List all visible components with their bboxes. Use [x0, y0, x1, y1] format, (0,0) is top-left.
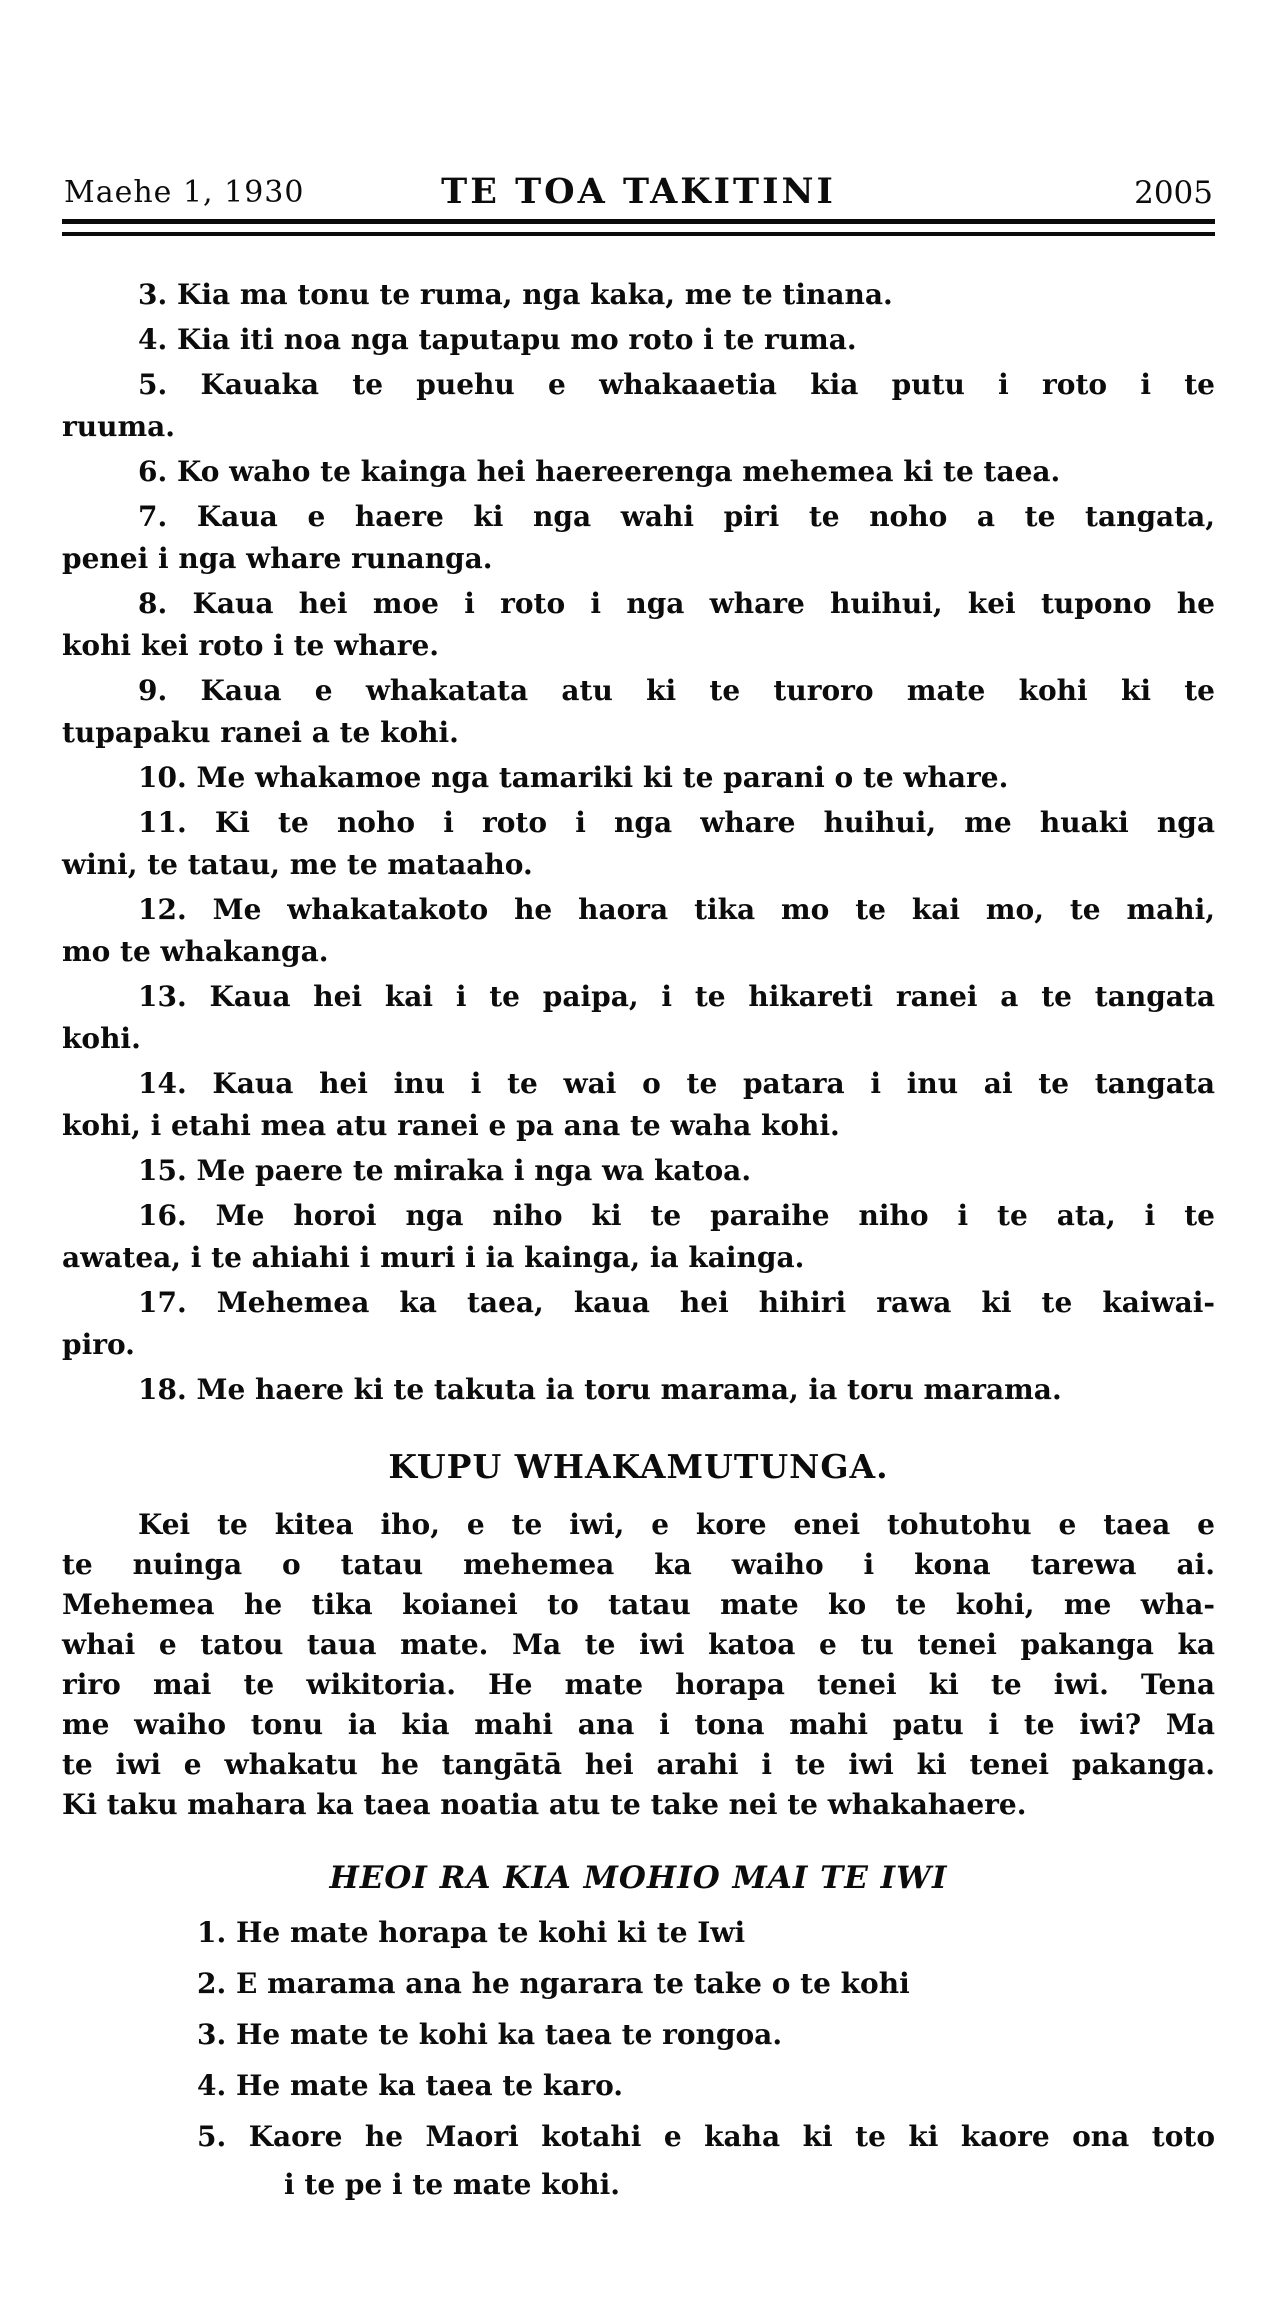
- instruction-line: 9. Kaua e whakatata atu ki te turoro mate kohi ki te: [138, 674, 1215, 707]
- instruction-line: 16. Me horoi nga niho ki te paraihe niho i te ata, i te: [138, 1199, 1215, 1232]
- closing-paragraph-line: Ki taku mahara ka taea noatia atu te take nei te whakahaere.: [62, 1788, 1027, 1821]
- summary-line: 2. E marama ana he ngarara te take o te kohi: [197, 1967, 910, 2000]
- summary-item: [62, 2062, 1215, 2110]
- closing-paragraph-line: te iwi e whakatu he tangātā hei arahi i te iwi ki tenei pakanga.: [62, 1748, 1215, 1781]
- instruction-line: wini, te tatau, me te mataaho.: [62, 848, 533, 881]
- instruction-item: [62, 1369, 1215, 1411]
- closing-paragraph-line: riro mai te wikitoria. He mate horapa tenei ki te iwi. Tena: [62, 1668, 1215, 1701]
- instruction-line: 7. Kaua e haere ki nga wahi piri te noho a te tangata,: [138, 500, 1215, 533]
- article-body: [62, 274, 1215, 2209]
- instruction-line: 6. Ko waho te kainga hei haereerenga mehemea ki te taea.: [138, 455, 1061, 488]
- closing-paragraph: [62, 1505, 1215, 1825]
- instruction-line: penei i nga whare runanga.: [62, 542, 493, 575]
- closing-paragraph-line: Mehemea he tika koianei to tatau mate ko te kohi, me wha-: [62, 1588, 1215, 1621]
- instruction-line: 14. Kaua hei inu i te wai o te patara i inu ai te tangata: [138, 1067, 1215, 1100]
- running-head: [62, 168, 1215, 212]
- instruction-line: ruuma.: [62, 410, 175, 443]
- closing-paragraph-line: Kei te kitea iho, e te iwi, e kore enei tohutohu e taea e: [138, 1508, 1215, 1541]
- instruction-item: [62, 1063, 1215, 1147]
- instruction-item: [62, 583, 1215, 667]
- instruction-line: kohi, i etahi mea atu ranei e pa ana te waha kohi.: [62, 1109, 840, 1142]
- issue-date: Maehe 1, 1930: [64, 175, 305, 210]
- newspaper-page: [62, 0, 1215, 2212]
- instruction-item: [62, 319, 1215, 361]
- instruction-line: 3. Kia ma tonu te ruma, nga kaka, me te tinana.: [138, 278, 893, 311]
- summary-item: [62, 2113, 1215, 2209]
- summary-line: i te pe i te mate kohi.: [284, 2168, 620, 2201]
- summary-item: [62, 1909, 1215, 1957]
- instruction-line: tupapaku ranei a te kohi.: [62, 716, 459, 749]
- summary-item: [62, 2011, 1215, 2059]
- instruction-line: 5. Kauaka te puehu e whakaaetia kia putu i roto i te: [138, 368, 1215, 401]
- instruction-line: 13. Kaua hei kai i te paipa, i te hikareti ranei a te tangata: [138, 980, 1215, 1013]
- instruction-item: [62, 889, 1215, 973]
- instruction-line: 18. Me haere ki te takuta ia toru marama, ia toru marama.: [138, 1373, 1062, 1406]
- instruction-item: [62, 1282, 1215, 1366]
- instruction-item: [62, 496, 1215, 580]
- closing-paragraph-line: whai e tatou taua mate. Ma te iwi katoa e tu tenei pakanga ka: [62, 1628, 1215, 1661]
- closing-paragraph-line: te nuinga o tatau mehemea ka waiho i kona tarewa ai.: [62, 1548, 1215, 1581]
- instruction-line: kohi.: [62, 1022, 141, 1055]
- instruction-item: [62, 802, 1215, 886]
- summary-line: 1. He mate horapa te kohi ki te Iwi: [197, 1916, 746, 1949]
- masthead-title: TE TOA TAKITINI: [441, 171, 836, 212]
- instruction-line: 12. Me whakatakoto he haora tika mo te kai mo, te mahi,: [138, 893, 1215, 926]
- instruction-item: [62, 976, 1215, 1060]
- instruction-item: [62, 364, 1215, 448]
- summary-line: 5. Kaore he Maori kotahi e kaha ki te ki kaore ona toto: [197, 2120, 1215, 2153]
- instruction-line: 15. Me paere te miraka i nga wa katoa.: [138, 1154, 752, 1187]
- summary-line: 4. He mate ka taea te karo.: [197, 2069, 624, 2102]
- instruction-item: [62, 757, 1215, 799]
- page-number: 2005: [1134, 175, 1213, 211]
- header-rule-top: [62, 219, 1215, 224]
- instruction-line: kohi kei roto i te whare.: [62, 629, 440, 662]
- summary-list: [62, 1909, 1215, 2209]
- header-rule-bottom: [62, 232, 1215, 236]
- instructions-list: [62, 274, 1215, 1411]
- instruction-line: piro.: [62, 1328, 135, 1361]
- closing-paragraph-line: me waiho tonu ia kia mahi ana i tona mahi patu i te iwi? Ma: [62, 1708, 1215, 1741]
- closing-heading: KUPU WHAKAMUTUNGA.: [388, 1447, 889, 1486]
- instruction-item: [62, 1150, 1215, 1192]
- instruction-line: 4. Kia iti noa nga taputapu mo roto i te ruma.: [138, 323, 857, 356]
- instruction-item: [62, 274, 1215, 316]
- summary-item: [62, 1960, 1215, 2008]
- instruction-line: awatea, i te ahiahi i muri i ia kainga, ia kainga.: [62, 1241, 805, 1274]
- summary-heading: HEOI RA KIA MOHIO MAI TE IWI: [329, 1860, 948, 1896]
- instruction-line: 11. Ki te noho i roto i nga whare huihui, me huaki nga: [138, 806, 1215, 839]
- instruction-line: 8. Kaua hei moe i roto i nga whare huihui, kei tupono he: [138, 587, 1215, 620]
- instruction-item: [62, 670, 1215, 754]
- instruction-line: mo te whakanga.: [62, 935, 329, 968]
- summary-line: 3. He mate te kohi ka taea te rongoa.: [197, 2018, 783, 2051]
- instruction-line: 17. Mehemea ka taea, kaua hei hihiri rawa ki te kaiwai-: [138, 1286, 1215, 1319]
- instruction-item: [62, 451, 1215, 493]
- instruction-item: [62, 1195, 1215, 1279]
- instruction-line: 10. Me whakamoe nga tamariki ki te parani o te whare.: [138, 761, 1009, 794]
